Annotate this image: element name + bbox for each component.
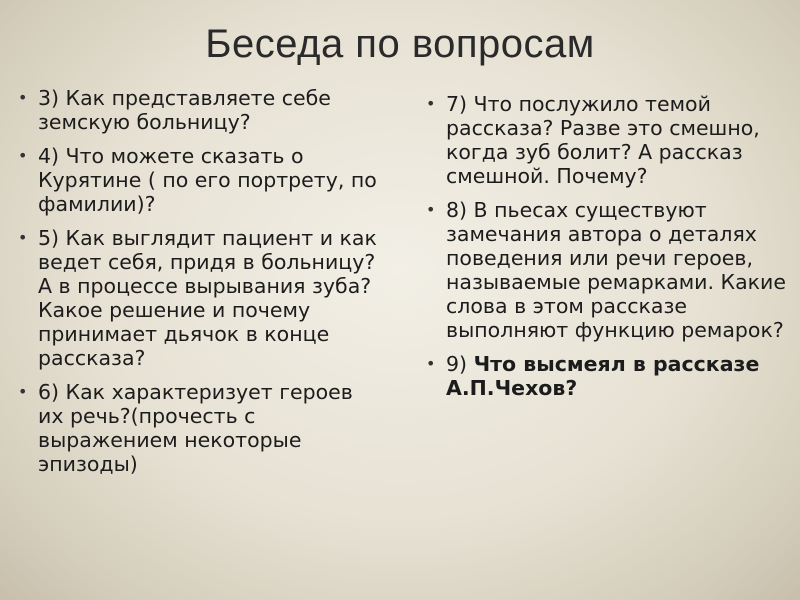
question-8-text: 8) В пьесах существуют замечания автора о деталях поведения или речи героев, называемые ремарками. Какие слова в этом рассказе выполняют функцию ремарок? [446,198,786,342]
question-5-text: 5) Как выглядит пациент и как ведет себя, придя в больницу? А в процессе вырывания зуба? Какое решение и почему принимает дьячок в конце рассказа? [38,226,377,370]
list-item [426,352,796,400]
question-4-text: 4) Что можете сказать о Курятине ( по его портрету, по фамилии)? [38,144,377,216]
bullet-icon: • [18,382,28,401]
list-item [18,226,378,370]
question-6-text: 6) Как характеризует героев их речь?(прочесть с выражением некоторые эпизоды) [38,380,353,476]
slide-title: Беседа по вопросам [205,22,595,66]
bullet-icon: • [18,88,28,107]
list-item [18,144,378,216]
list-item [426,198,796,342]
question-9-text: Что высмеял в рассказе А.П.Чехов? [446,352,760,400]
bullet-icon: • [18,228,28,247]
list-item [18,380,378,476]
question-3-text: 3) Как представляете себе земскую больницу? [38,86,331,134]
bullet-icon: • [18,146,28,165]
right-question-list [426,92,796,410]
question-9-prefix: 9) [446,352,474,376]
bullet-icon: • [426,200,436,219]
list-item [426,92,796,188]
left-question-list [18,86,378,486]
bullet-icon: • [426,354,436,373]
bullet-icon: • [426,94,436,113]
list-item [18,86,378,134]
question-7-text: 7) Что послужило темой рассказа? Разве это смешно, когда зуб болит? А рассказ смешной. Почему? [446,92,760,188]
